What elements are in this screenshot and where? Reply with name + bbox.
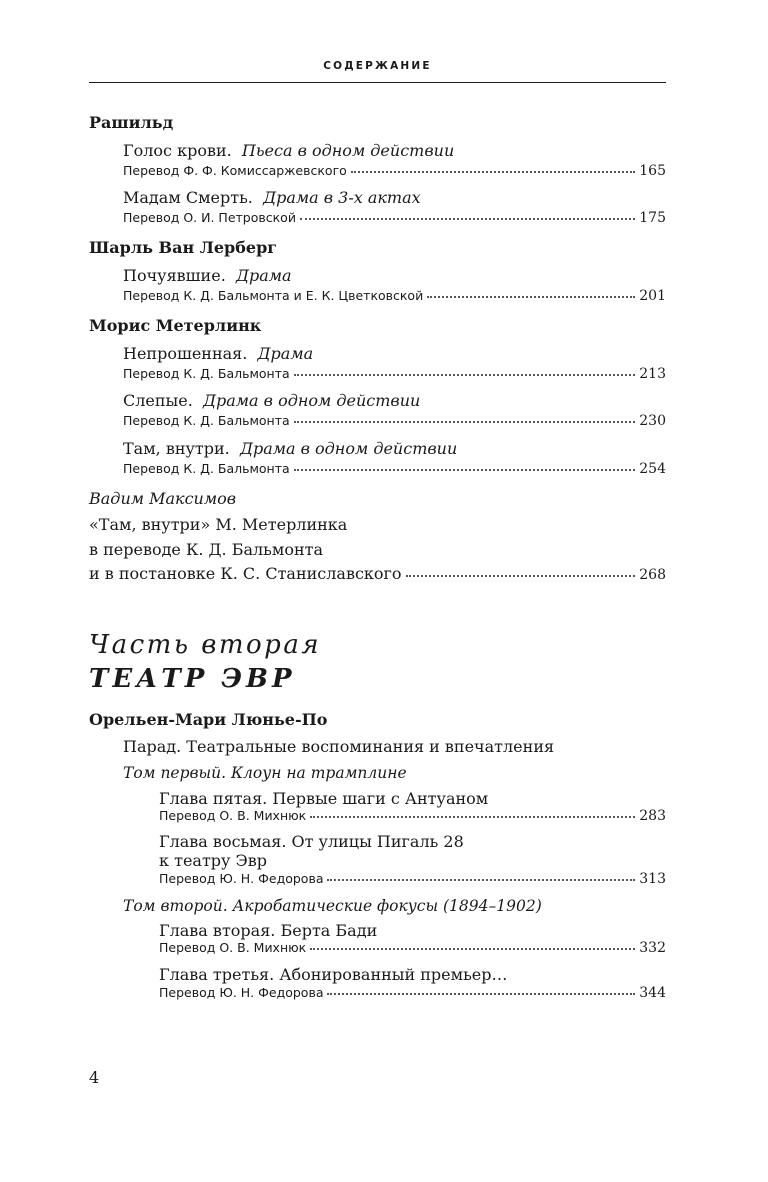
toc-entry-line: Перевод К. Д. Бальмонта 254 [123,461,666,477]
essay-title-line: в переводе К. Д. Бальмонта [89,540,324,559]
page-number: 332 [639,940,666,956]
toc-page [89,0,666,1182]
part-title: ТЕАТР ЭВР [89,664,296,694]
toc-entry-line: Перевод Ю. Н. Федорова 313 [159,871,666,887]
dot-leader [327,992,635,995]
author-heading: Орельен-Мари Люнье-По [89,710,328,729]
work-title: Парад. Театральные воспоминания и впечатления [123,737,555,756]
dot-leader [351,170,635,173]
essay-author: Вадим Максимов [89,489,237,508]
chapter-title: Глава восьмая. От улицы Пигаль 28 [159,832,464,851]
toc-entry-line: Перевод Ю. Н. Федорова 344 [159,985,666,1001]
work-title: Непрошенная. Драма [123,344,314,363]
page-number: 268 [639,567,666,583]
header-rule [89,82,666,83]
dot-leader [427,295,635,298]
page-number: 313 [639,871,666,887]
chapter-title: Глава пятая. Первые шаги с Антуаном [159,789,489,808]
dot-leader [294,373,636,376]
dot-leader [294,420,636,423]
work-title: Слепые. Драма в одном действии [123,391,421,410]
page-number: 283 [639,808,666,824]
dot-leader [294,468,636,471]
toc-entry-line: Перевод К. Д. Бальмонта 213 [123,366,666,382]
toc-entry-line: Перевод К. Д. Бальмонта 230 [123,413,666,429]
author-heading: Шарль Ван Лерберг [89,238,278,257]
author-heading: Рашильд [89,113,174,132]
toc-entry-line: и в постановке К. С. Станиславского 268 [89,564,666,583]
page-number: 213 [639,366,666,382]
work-title: Мадам Смерть. Драма в 3-х актах [123,188,421,207]
page-number: 165 [639,163,666,179]
author-heading: Морис Метерлинк [89,316,262,335]
essay-title-line: «Там, внутри» М. Метерлинка [89,515,348,534]
toc-entry-line: Перевод О. И. Петровской 175 [123,210,666,226]
toc-entry-line: Перевод О. В. Михнюк 332 [159,940,666,956]
dot-leader [300,217,635,220]
dot-leader [310,947,635,950]
volume-title: Том первый. Клоун на трамплине [123,764,407,782]
volume-title: Том второй. Акробатические фокусы (1894–1902) [123,897,542,915]
toc-entry-line: Перевод К. Д. Бальмонта и Е. К. Цветковской 201 [123,288,666,304]
page-number: 344 [639,985,666,1001]
running-header: СОДЕРЖАНИЕ [323,60,432,72]
work-title: Почуявшие. Драма [123,266,292,285]
page-folio: 4 [89,1068,100,1087]
page-number: 175 [639,210,666,226]
part-label: Часть вторая [89,630,322,660]
dot-leader [406,574,636,577]
dot-leader [310,815,635,818]
toc-entry-line: Перевод Ф. Ф. Комиссаржевского 165 [123,163,666,179]
page-number: 230 [639,413,666,429]
chapter-title: к театру Эвр [159,851,268,870]
dot-leader [327,878,635,881]
page-number: 254 [639,461,666,477]
chapter-title: Глава третья. Абонированный премьер… [159,965,508,984]
toc-entry-line: Перевод О. В. Михнюк 283 [159,808,666,824]
work-title: Голос крови. Пьеса в одном действии [123,141,455,160]
work-title: Там, внутри. Драма в одном действии [123,439,458,458]
page-number: 201 [639,288,666,304]
chapter-title: Глава вторая. Берта Бади [159,921,378,940]
